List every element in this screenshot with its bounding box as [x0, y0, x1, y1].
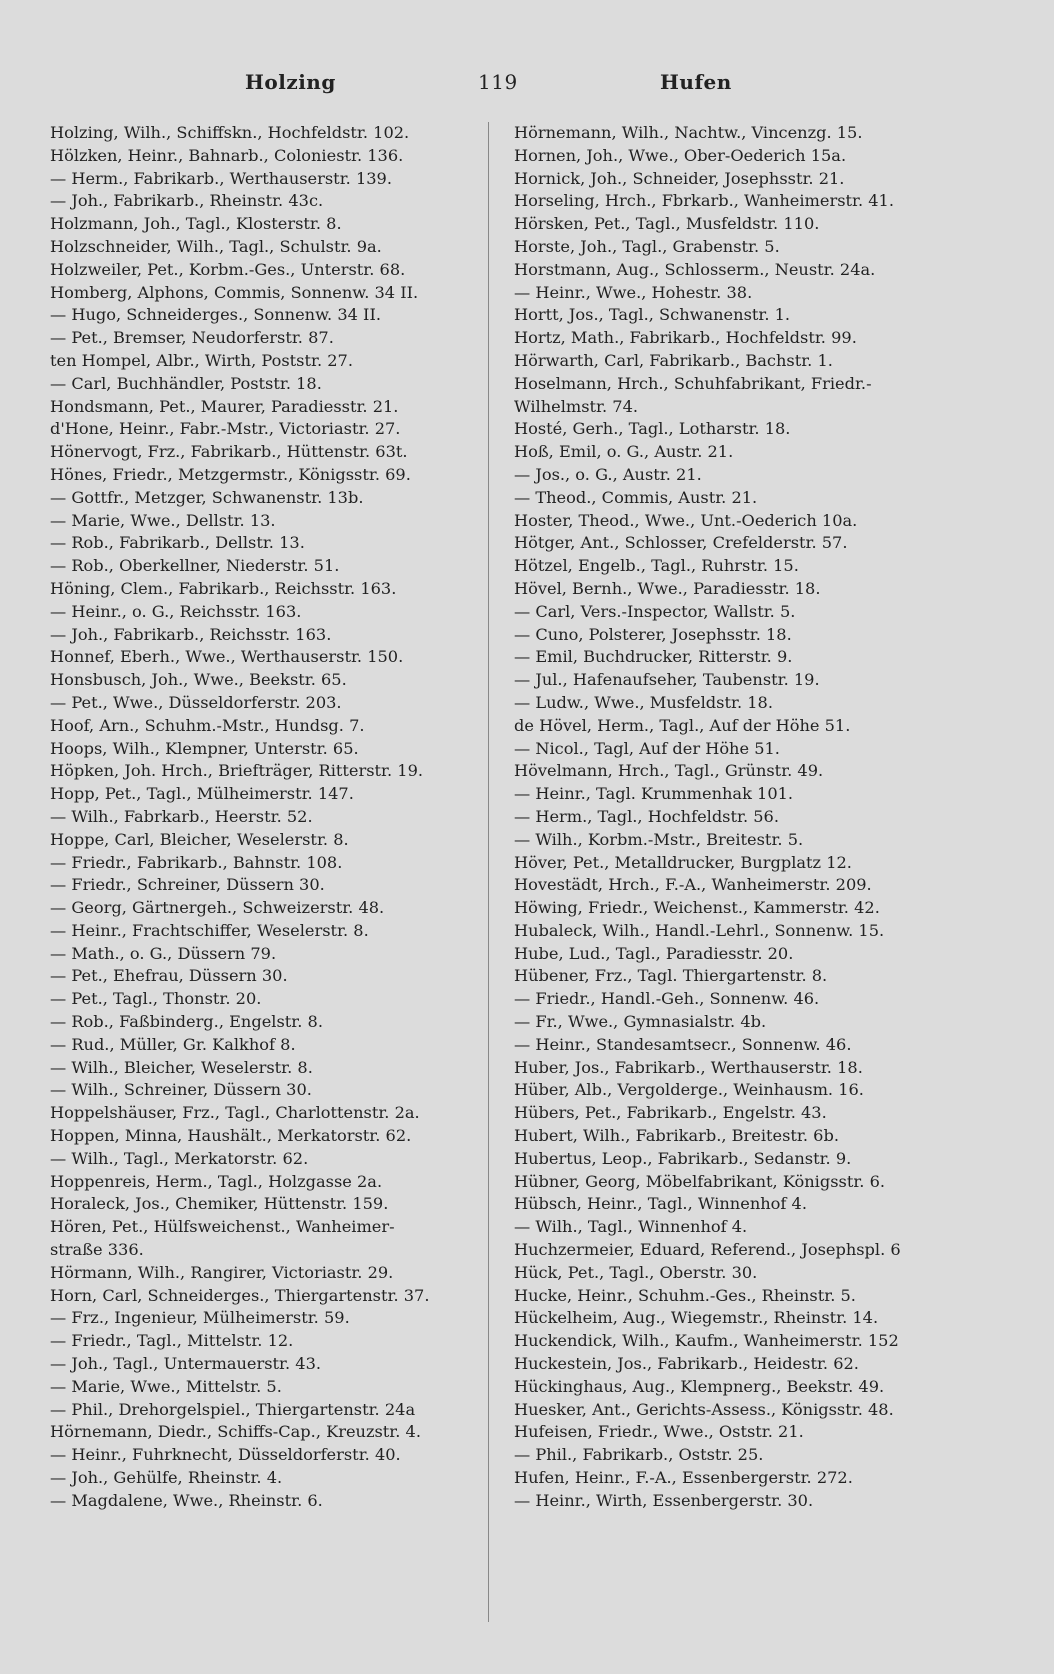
- directory-entry: ten Hompel, Albr., Wirth, Poststr. 27.: [50, 350, 353, 370]
- directory-entry: — Wilh., Tagl., Winnenhof 4.: [514, 1217, 748, 1237]
- directory-entry: Hörsken, Pet., Tagl., Musfeldstr. 110.: [514, 214, 820, 234]
- directory-entry: — Wilh., Bleicher, Weselerstr. 8.: [50, 1057, 313, 1077]
- directory-entry: — Herm., Tagl., Hochfeldstr. 56.: [514, 806, 779, 826]
- directory-entry: — Friedr., Tagl., Mittelstr. 12.: [50, 1331, 294, 1351]
- directory-entry: Holzing, Wilh., Schiffskn., Hochfeldstr. 102.: [50, 123, 410, 142]
- directory-entry: — Friedr., Schreiner, Düssern 30.: [50, 875, 325, 895]
- directory-entry: Hoppelshäuser, Frz., Tagl., Charlottenstr. 2a.: [50, 1103, 420, 1123]
- directory-entry: Hosté, Gerh., Tagl., Lotharstr. 18.: [514, 419, 791, 439]
- directory-entry: — Heinr., Frachtschiffer, Weselerstr. 8.: [50, 920, 369, 940]
- directory-entry: Huckendick, Wilh., Kaufm., Wanheimerstr. 152: [514, 1331, 899, 1351]
- directory-entry: Wilhelmstr. 74.: [514, 396, 639, 416]
- directory-entry: — Wilh., Tagl., Merkatorstr. 62.: [50, 1148, 309, 1168]
- directory-entry: — Heinr., o. G., Reichsstr. 163.: [50, 601, 302, 621]
- column-divider: [488, 122, 489, 1622]
- directory-entry: — Magdalene, Wwe., Rheinstr. 6.: [50, 1490, 323, 1510]
- directory-entry: Hondsmann, Pet., Maurer, Paradiesstr. 21.: [50, 396, 399, 416]
- directory-entry: Hufen, Heinr., F.-A., Essenbergerstr. 272.: [514, 1468, 853, 1488]
- directory-entry: Huber, Jos., Fabrikarb., Werthauserstr. 18.: [514, 1057, 863, 1077]
- directory-entry: — Nicol., Tagl, Auf der Höhe 51.: [514, 738, 780, 758]
- directory-entry: — Frz., Ingenieur, Mülheimerstr. 59.: [50, 1308, 350, 1328]
- directory-entry: Huesker, Ant., Gerichts-Assess., Königsstr. 48.: [514, 1399, 894, 1419]
- directory-entry: Hönervogt, Frz., Fabrikarb., Hüttenstr. 63t.: [50, 442, 408, 462]
- directory-entry: Hoppe, Carl, Bleicher, Weselerstr. 8.: [50, 829, 349, 849]
- directory-entry: Huchzermeier, Eduard, Referend., Josephspl. 6: [514, 1240, 901, 1260]
- directory-entry: — Pet., Tagl., Thonstr. 20.: [50, 989, 262, 1009]
- directory-entry: — Jul., Hafenaufseher, Taubenstr. 19.: [514, 670, 820, 690]
- directory-entry: Honsbusch, Joh., Wwe., Beekstr. 65.: [50, 670, 347, 690]
- directory-entry: — Heinr., Fuhrknecht, Düsseldorferstr. 40.: [50, 1445, 401, 1465]
- directory-entry: Horseling, Hrch., Fbrkarb., Wanheimerstr. 41.: [514, 191, 894, 211]
- directory-entry: Hötger, Ant., Schlosser, Crefelderstr. 57.: [514, 533, 848, 553]
- directory-entry: Hückelheim, Aug., Wiegemstr., Rheinstr. 14.: [514, 1308, 879, 1328]
- directory-entry: Holzmann, Joh., Tagl., Klosterstr. 8.: [50, 214, 342, 234]
- directory-entry: Hornick, Joh., Schneider, Josephsstr. 21.: [514, 168, 845, 188]
- directory-entry: Höning, Clem., Fabrikarb., Reichsstr. 163.: [50, 578, 397, 598]
- directory-entry: — Wilh., Fabrkarb., Heerstr. 52.: [50, 806, 313, 826]
- directory-entry: — Carl, Vers.-Inspector, Wallstr. 5.: [514, 601, 796, 621]
- directory-entry: — Hugo, Schneiderges., Sonnenw. 34 II.: [50, 305, 381, 325]
- directory-entry: Holzschneider, Wilh., Tagl., Schulstr. 9a.: [50, 236, 382, 256]
- directory-entry: Hoselmann, Hrch., Schuhfabrikant, Friedr.-: [514, 373, 872, 393]
- directory-entry: — Rob., Oberkellner, Niederstr. 51.: [50, 556, 340, 576]
- directory-entry: — Pet., Wwe., Düsseldorferstr. 203.: [50, 692, 342, 712]
- directory-entry: — Rob., Fabrikarb., Dellstr. 13.: [50, 533, 305, 553]
- directory-entry: Horaleck, Jos., Chemiker, Hüttenstr. 159.: [50, 1194, 389, 1214]
- directory-entry: — Wilh., Schreiner, Düssern 30.: [50, 1080, 312, 1100]
- directory-entry: — Heinr., Tagl. Krummenhak 101.: [514, 784, 794, 804]
- directory-entry: Hubertus, Leop., Fabrikarb., Sedanstr. 9.: [514, 1148, 852, 1168]
- directory-entry: straße 336.: [50, 1240, 144, 1260]
- directory-entry: — Heinr., Wwe., Hohestr. 38.: [514, 282, 753, 302]
- directory-entry: — Marie, Wwe., Dellstr. 13.: [50, 510, 276, 530]
- directory-entry: Hucke, Heinr., Schuhm.-Ges., Rheinstr. 5.: [514, 1285, 856, 1305]
- directory-entry: Hubaleck, Wilh., Handl.-Lehrl., Sonnenw. 15.: [514, 920, 885, 940]
- directory-entry: Hölzken, Heinr., Bahnarb., Coloniestr. 136.: [50, 145, 404, 165]
- directory-entry: — Georg, Gärtnergeh., Schweizerstr. 48.: [50, 898, 385, 918]
- directory-entry: — Fr., Wwe., Gymnasialstr. 4b.: [514, 1012, 767, 1032]
- directory-entry: — Herm., Fabrikarb., Werthauserstr. 139.: [50, 168, 392, 188]
- directory-entry: Hornen, Joh., Wwe., Ober-Oederich 15a.: [514, 145, 847, 165]
- directory-entry: Hoß, Emil, o. G., Austr. 21.: [514, 442, 734, 462]
- directory-entry: Hückinghaus, Aug., Klempnerg., Beekstr. 49.: [514, 1376, 885, 1396]
- directory-entry: de Hövel, Herm., Tagl., Auf der Höhe 51.: [514, 715, 851, 735]
- directory-entry: Holzweiler, Pet., Korbm.-Ges., Unterstr. 68.: [50, 259, 406, 279]
- directory-entry: — Heinr., Wirth, Essenbergerstr. 30.: [514, 1490, 814, 1510]
- directory-entry: Huckestein, Jos., Fabrikarb., Heidestr. 62.: [514, 1354, 859, 1374]
- directory-entry: Horn, Carl, Schneiderges., Thiergartenstr. 37.: [50, 1285, 430, 1305]
- page-number: 119: [478, 70, 518, 94]
- directory-entry: — Jos., o. G., Austr. 21.: [514, 464, 702, 484]
- directory-entry: Hoppen, Minna, Haushält., Merkatorstr. 62.: [50, 1126, 412, 1146]
- directory-entry: — Carl, Buchhändler, Poststr. 18.: [50, 373, 322, 393]
- directory-entry: — Friedr., Handl.-Geh., Sonnenw. 46.: [514, 989, 820, 1009]
- directory-entry: — Pet., Bremser, Neudorferstr. 87.: [50, 328, 334, 348]
- directory-entry: Hortt, Jos., Tagl., Schwanenstr. 1.: [514, 305, 791, 325]
- directory-entry: — Friedr., Fabrikarb., Bahnstr. 108.: [50, 852, 343, 872]
- directory-entry: Hoops, Wilh., Klempner, Unterstr. 65.: [50, 738, 359, 758]
- directory-entry: Hötzel, Engelb., Tagl., Ruhrstr. 15.: [514, 556, 799, 576]
- left-column: [50, 122, 475, 1513]
- directory-entry: Höwing, Friedr., Weichenst., Kammerstr. 42.: [514, 898, 880, 918]
- directory-entry: — Phil., Fabrikarb., Oststr. 25.: [514, 1445, 764, 1465]
- directory-entry: Honnef, Eberh., Wwe., Werthauserstr. 150.: [50, 647, 404, 667]
- directory-entry: Hörwarth, Carl, Fabrikarb., Bachstr. 1.: [514, 350, 833, 370]
- directory-entry: Höpken, Joh. Hrch., Briefträger, Ritterstr. 19.: [50, 761, 424, 781]
- directory-entry: Hoof, Arn., Schuhm.-Mstr., Hundsg. 7.: [50, 715, 365, 735]
- directory-entry: — Joh., Fabrikarb., Reichsstr. 163.: [50, 624, 332, 644]
- directory-entry: Hönes, Friedr., Metzgermstr., Königsstr. 69.: [50, 464, 411, 484]
- directory-entry: Hübener, Frz., Tagl. Thiergartenstr. 8.: [514, 966, 828, 986]
- directory-entry: Hübers, Pet., Fabrikarb., Engelstr. 43.: [514, 1103, 827, 1123]
- directory-entry: — Ludw., Wwe., Musfeldstr. 18.: [514, 692, 773, 712]
- directory-entry: Hövelmann, Hrch., Tagl., Grünstr. 49.: [514, 761, 824, 781]
- directory-entry: — Gottfr., Metzger, Schwanenstr. 13b.: [50, 487, 364, 507]
- header-left-word: Holzing: [245, 70, 336, 94]
- directory-entry: — Wilh., Korbm.-Mstr., Breitestr. 5.: [514, 829, 804, 849]
- directory-entry: — Theod., Commis, Austr. 21.: [514, 487, 758, 507]
- directory-entry: — Rud., Müller, Gr. Kalkhof 8.: [50, 1034, 296, 1054]
- directory-entry: — Emil, Buchdrucker, Ritterstr. 9.: [514, 647, 793, 667]
- directory-entry: Horste, Joh., Tagl., Grabenstr. 5.: [514, 236, 780, 256]
- directory-entry: — Rob., Faßbinderg., Engelstr. 8.: [50, 1012, 323, 1032]
- directory-entry: Hübner, Georg, Möbelfabrikant, Königsstr. 6.: [514, 1171, 886, 1191]
- directory-entry: — Heinr., Standesamtsecr., Sonnenw. 46.: [514, 1034, 852, 1054]
- directory-entry: — Joh., Gehülfe, Rheinstr. 4.: [50, 1468, 283, 1488]
- directory-entry: Hörnemann, Diedr., Schiffs-Cap., Kreuzstr. 4.: [50, 1422, 421, 1442]
- directory-entry: Hortz, Math., Fabrikarb., Hochfeldstr. 99.: [514, 328, 857, 348]
- directory-entry: d'Hone, Heinr., Fabr.-Mstr., Victoriastr. 27.: [50, 419, 401, 439]
- directory-entry: Hoppenreis, Herm., Tagl., Holzgasse 2a.: [50, 1171, 383, 1191]
- directory-entry: Hube, Lud., Tagl., Paradiesstr. 20.: [514, 943, 794, 963]
- directory-entry: — Pet., Ehefrau, Düssern 30.: [50, 966, 288, 986]
- directory-entry: — Joh., Fabrikarb., Rheinstr. 43c.: [50, 191, 324, 211]
- directory-entry: Hören, Pet., Hülfsweichenst., Wanheimer-: [50, 1217, 395, 1237]
- directory-entry: Höver, Pet., Metalldrucker, Burgplatz 12.: [514, 852, 852, 872]
- header-right-word: Hufen: [660, 70, 732, 94]
- directory-entry: Hubert, Wilh., Fabrikarb., Breitestr. 6b.: [514, 1126, 839, 1146]
- directory-entry: — Phil., Drehorgelspiel., Thiergartenstr. 24a: [50, 1399, 416, 1419]
- directory-entry: Hörmann, Wilh., Rangirer, Victoriastr. 29.: [50, 1262, 394, 1282]
- directory-entry: Horstmann, Aug., Schlosserm., Neustr. 24a.: [514, 259, 876, 279]
- directory-entry: Hübsch, Heinr., Tagl., Winnenhof 4.: [514, 1194, 807, 1214]
- directory-entry: — Joh., Tagl., Untermauerstr. 43.: [50, 1354, 322, 1374]
- right-column: [514, 122, 954, 1513]
- directory-entry: Hörnemann, Wilh., Nachtw., Vincenzg. 15.: [514, 123, 863, 142]
- directory-entry: — Marie, Wwe., Mittelstr. 5.: [50, 1376, 282, 1396]
- directory-entry: Hück, Pet., Tagl., Oberstr. 30.: [514, 1262, 758, 1282]
- directory-entry: Hoster, Theod., Wwe., Unt.-Oederich 10a.: [514, 510, 858, 530]
- directory-entry: Hüber, Alb., Vergolderge., Weinhausm. 16.: [514, 1080, 864, 1100]
- directory-entry: Hövel, Bernh., Wwe., Paradiesstr. 18.: [514, 578, 821, 598]
- directory-entry: — Cuno, Polsterer, Josephsstr. 18.: [514, 624, 792, 644]
- directory-entry: Hovestädt, Hrch., F.-A., Wanheimerstr. 209.: [514, 875, 872, 895]
- directory-entry: Hopp, Pet., Tagl., Mülheimerstr. 147.: [50, 784, 354, 804]
- page-header: [0, 70, 1054, 100]
- directory-entry: Hufeisen, Friedr., Wwe., Oststr. 21.: [514, 1422, 804, 1442]
- directory-entry: — Math., o. G., Düssern 79.: [50, 943, 277, 963]
- directory-entry: Homberg, Alphons, Commis, Sonnenw. 34 II.: [50, 282, 419, 302]
